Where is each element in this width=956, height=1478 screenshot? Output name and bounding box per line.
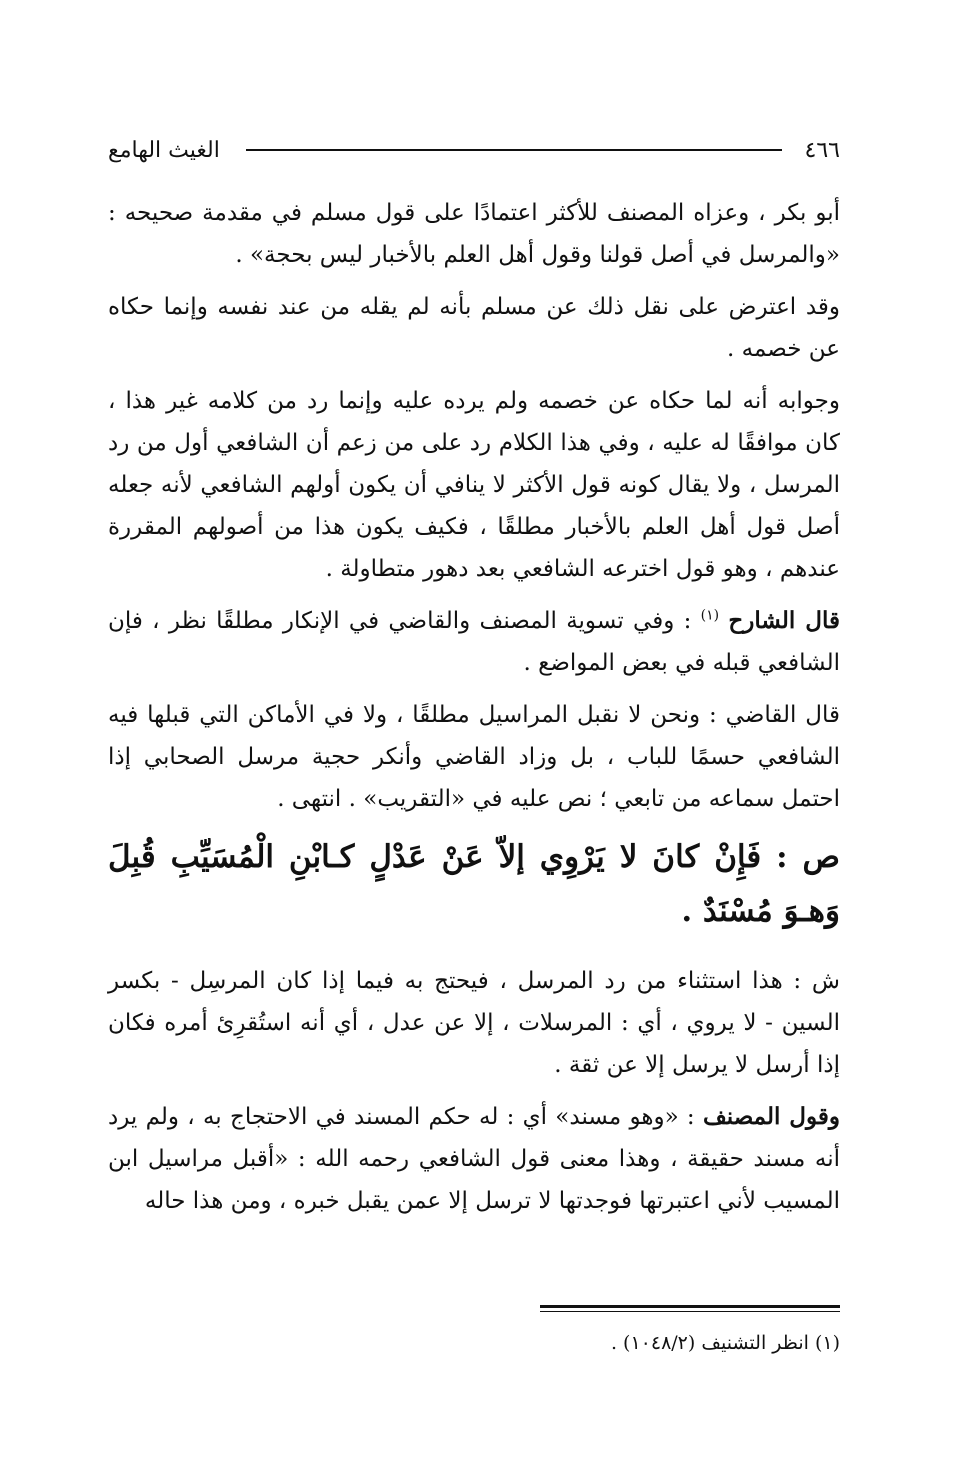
footnotes-section (108, 1305, 840, 1356)
paragraph-2: وقد اعترض على نقل ذلك عن مسلم بأنه لم يقله من عند نفسه وإنما حكاه عن خصمه . (108, 294, 840, 362)
running-header (108, 134, 840, 168)
commentary-2: وقول المصنف : «وهو مسند» أي : له حكم المسند في الاحتجاج به ، ولم يرد أنه مسند حقيقة ، وهذا معنى قول الشافعي رحمه الله : «أقبل مراسيل ابن المسيب لأني اعتبرتها فوجدتها لا ترسل إلا عمن يقبل خبره ، ومن هذا حاله (108, 1103, 840, 1214)
header-rule (246, 149, 782, 151)
footnote-1: (١) انظر التشنيف (١٠٤٨/٢) . (610, 1332, 840, 1354)
commentary-1: ش : هذا استثناء من رد المرسل ، فيحتج به فيما إذا كان المرسِل - بكسر السين - لا يروي ، أي : المرسلات ، إلا عن عدل ، أي أنه استُقرِئ أمره فكان إذا أرسل لا يرسل إلا عن ثقة . (108, 968, 840, 1078)
footnote-separator (540, 1305, 840, 1312)
paragraph-lead: قال الشارح (728, 607, 840, 634)
paragraph-3: وجوابه أنه لما حكاه عن خصمه ولم يرده عليه وإنما رد من كلامه غير هذا ، كان موافقًا له عليه ، وفي هذا الكلام رد على من زعم أن الشافعي أول من رد المرسل ، ولا يقال كونه قول الأكثر لا ينافي أن يكون أولهم الشافعي لأنه جعله أصل قول أهل العلم بالأخبار مطلقًا ، فكيف يكون هذا من أصولهم المقررة عندهم ، وهو قول اخترعه الشافعي بعد دهور متطاولة . (108, 388, 840, 582)
paragraph-5: قال القاضي : ونحن لا نقبل المراسيل مطلقًا ، ولا في الأماكن التي قبلها فيه الشافعي حسمًا للباب ، بل وزاد القاضي وأنكر حجية مرسل الصحابي إذا احتمل سماعه من تابعي ؛ نص عليه في «التقريب» . انتهى . (108, 702, 840, 812)
paragraph-1: أبو بكر ، وعزاه المصنف للأكثر اعتمادًا على قول مسلم في مقدمة صحيحه : «والمرسل في أصل قولنا وقول أهل العلم بالأخبار ليس بحجة» . (108, 200, 840, 268)
book-title: الغيث الهامع (108, 138, 220, 163)
commentary-lead: وقول المصنف (702, 1103, 840, 1130)
paragraph-4: قال الشارح $^{(١)}$ : وفي تسوية المصنف والقاضي في الإنكار مطلقًا نظر ، فإن الشافعي قبله في بعض المواضع . (108, 607, 840, 676)
footnote-reference[interactable]: (١) (700, 607, 720, 624)
main-text (108, 192, 840, 1232)
page-number: ٤٦٦ (804, 138, 840, 163)
matn-text: ص : فَإِنْ كانَ لا يَرْوِي إلاّ عَنْ عَدْلٍ كـابْنِ الْمُسَيِّبِ قُبِلَ وَهـوَ مُسْنَدٌ . (108, 839, 840, 929)
